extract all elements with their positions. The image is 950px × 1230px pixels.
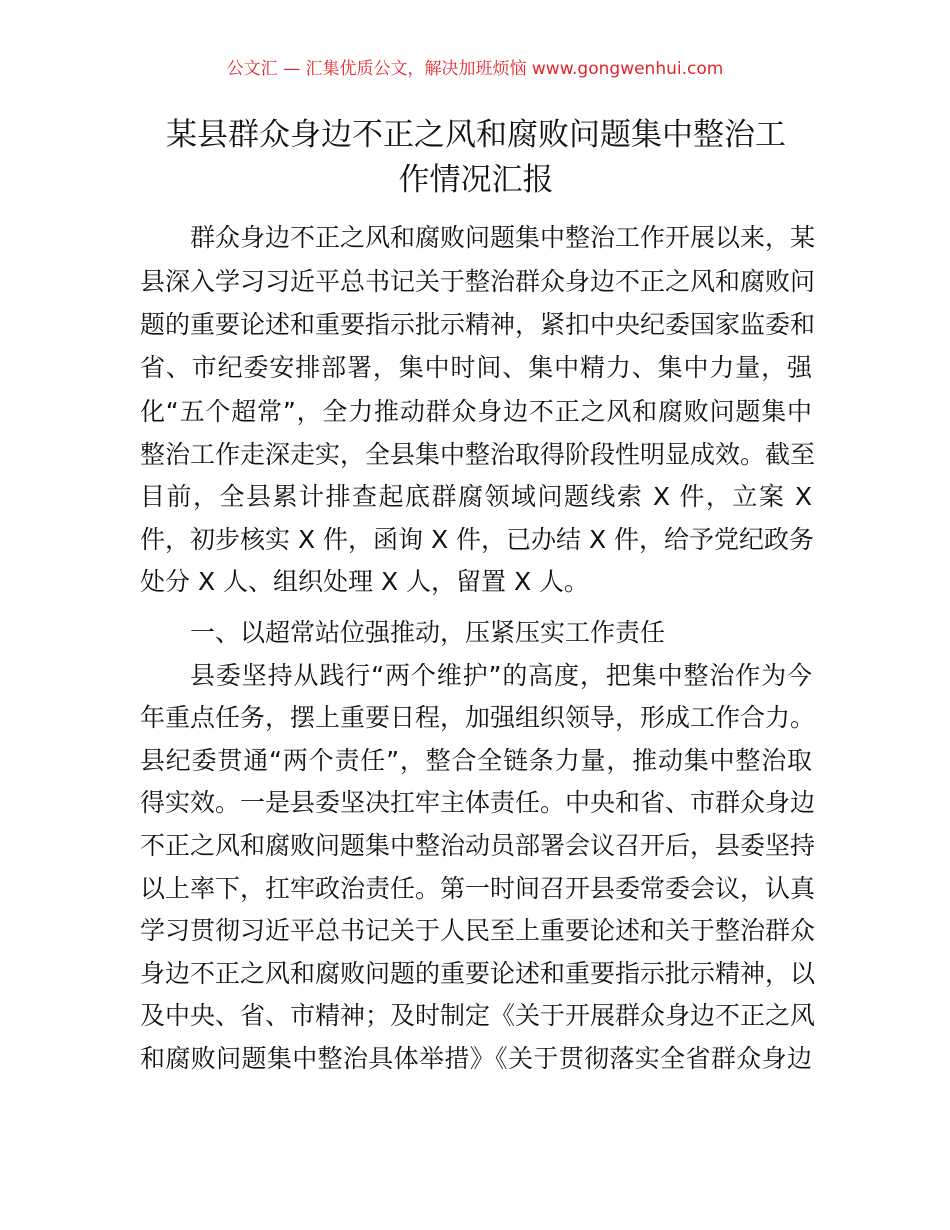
- title-line: 作情况汇报: [398, 162, 554, 198]
- text-line: 题的重要论述和重要指示批示精神，紧扣中央纪委国家监委和: [140, 310, 816, 339]
- text-line: 年重点任务，摆上重要日程，加强组织领导，形成工作合力。: [140, 703, 816, 732]
- text-line: 县委坚持从践行“两个维护”的高度，把集中整治作为今: [190, 661, 812, 690]
- text-line: 县纪委贯通“两个责任”，整合全链条力量，推动集中整治取: [140, 746, 812, 775]
- text-line: 身边不正之风和腐败问题的重要论述和重要指示批示精神，以: [140, 959, 816, 988]
- section-heading: 一、以超常站位强推动，压紧压实工作责任: [190, 618, 666, 647]
- text-line: 不正之风和腐败问题集中整治动员部署会议召开后，县委坚持: [140, 831, 816, 860]
- text-line: 整治工作走深走实，全县集中整治取得阶段性明显成效。截至: [140, 440, 816, 469]
- text-line: 化“五个超常”，全力推动群众身边不正之风和腐败问题集中: [140, 397, 812, 426]
- text-line: 处分 X 人、组织处理 X 人，留置 X 人。: [140, 567, 590, 596]
- text-line: 目前，全县累计排查起底群腐领域问题线索 X 件，立案 X: [140, 482, 812, 511]
- text-line: 县深入学习习近平总书记关于整治群众身边不正之风和腐败问: [140, 267, 816, 296]
- text-line: 学习贯彻习近平总书记关于人民至上重要论述和关于整治群众: [140, 916, 816, 945]
- text-line: 以上率下，扛牢政治责任。第一时间召开县委常委会议，认真: [140, 874, 816, 903]
- text-line: 件，初步核实 X 件，函询 X 件，已办结 X 件，给予党纪政务: [140, 525, 815, 554]
- text-line: 省、市纪委安排部署，集中时间、集中精力、集中力量，强: [140, 353, 812, 382]
- text-line: 及中央、省、市精神；及时制定《关于开展群众身边不正之风: [140, 1001, 816, 1030]
- watermark-banner: 公文汇 — 汇集优质公文，解决加班烦恼 www.gongwenhui.com: [226, 59, 724, 79]
- text-line: 和腐败问题集中整治具体举措》《关于贯彻落实全省群众身边: [140, 1044, 812, 1073]
- title-line: 某县群众身边不正之风和腐败问题集中整治工: [166, 117, 786, 153]
- text-line: 群众身边不正之风和腐败问题集中整治工作开展以来，某: [190, 223, 816, 252]
- text-line: 得实效。一是县委坚决扛牢主体责任。中央和省、市群众身边: [140, 788, 816, 817]
